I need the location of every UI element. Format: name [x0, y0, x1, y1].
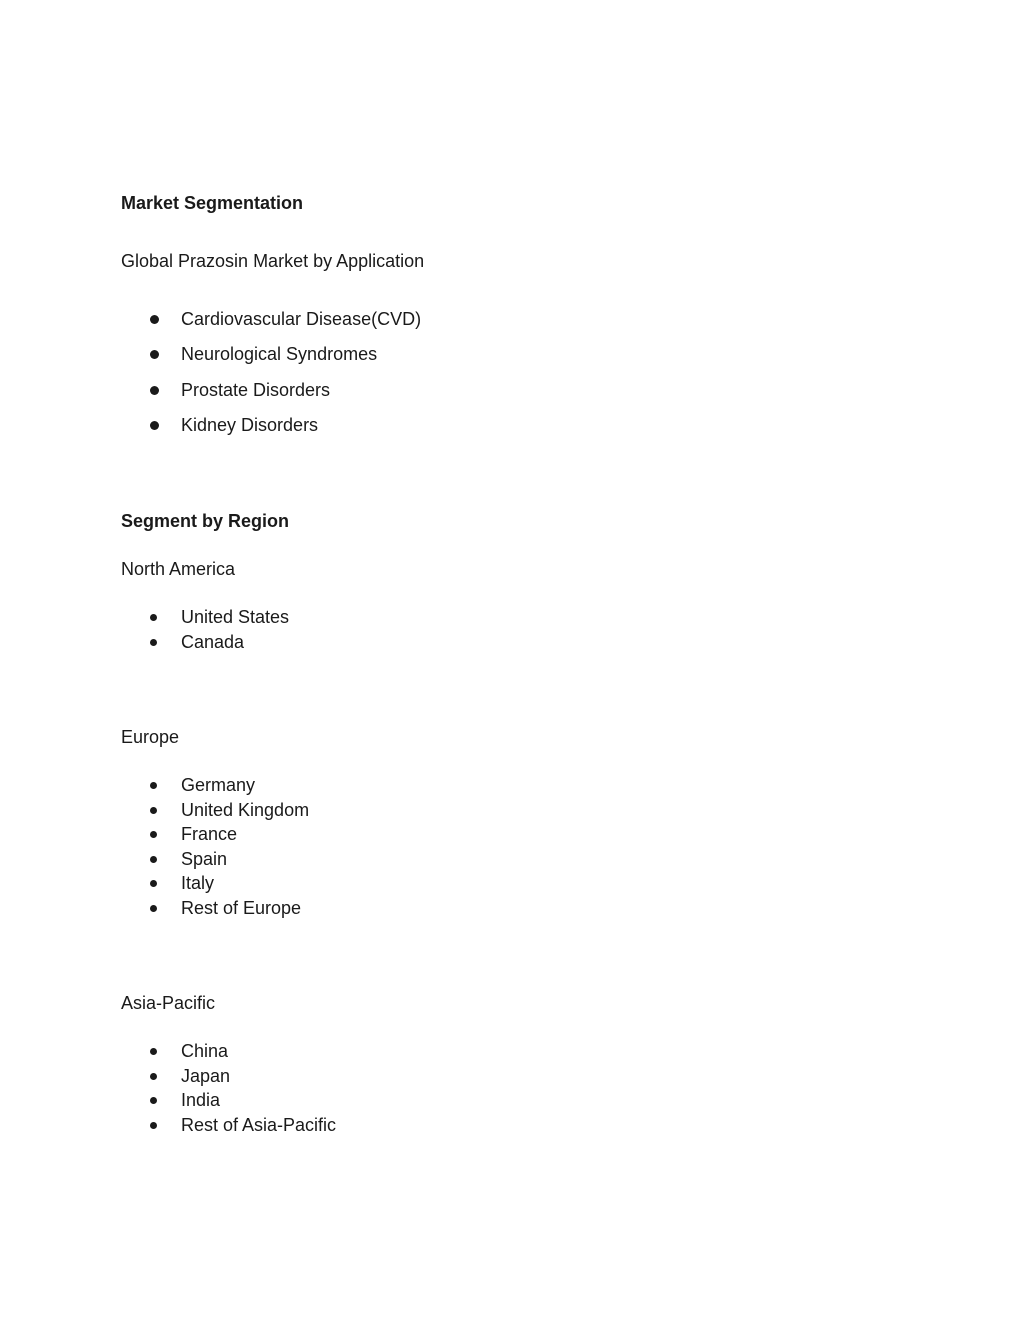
list-item: Kidney Disorders — [0, 414, 421, 449]
market-segmentation-heading: Market Segmentation — [121, 193, 304, 213]
bullet-icon — [150, 315, 159, 324]
list-item: Canada — [0, 631, 289, 656]
list-item: China — [0, 1040, 336, 1065]
list-item: Japan — [0, 1065, 336, 1090]
bullet-icon — [150, 1048, 157, 1055]
list-item: Neurological Syndromes — [0, 343, 421, 378]
bullet-icon — [150, 880, 157, 887]
list-item: Rest of Asia-Pacific — [0, 1114, 336, 1139]
bullet-icon — [150, 807, 157, 814]
bullet-icon — [150, 350, 159, 359]
north-america-list — [0, 606, 289, 655]
bullet-icon — [150, 1097, 157, 1104]
bullet-icon — [150, 905, 157, 912]
asia-pacific-title: Asia-Pacific — [121, 993, 216, 1013]
list-item: India — [0, 1089, 336, 1114]
europe-title: Europe — [121, 727, 180, 747]
application-list — [0, 308, 421, 449]
europe-list — [0, 774, 309, 922]
list-item: Spain — [0, 848, 309, 873]
bullet-icon — [150, 782, 157, 789]
list-item: United States — [0, 606, 289, 631]
segment-by-region-heading: Segment by Region — [121, 511, 290, 531]
list-item: Rest of Europe — [0, 897, 309, 922]
north-america-title: North America — [121, 559, 236, 579]
bullet-icon — [150, 1122, 157, 1129]
list-item: Italy — [0, 872, 309, 897]
list-item: United Kingdom — [0, 799, 309, 824]
bullet-icon — [150, 856, 157, 863]
bullet-icon — [150, 421, 159, 430]
list-item: Cardiovascular Disease(CVD) — [0, 308, 421, 343]
asia-pacific-list — [0, 1040, 336, 1138]
bullet-icon — [150, 639, 157, 646]
bullet-icon — [150, 831, 157, 838]
bullet-icon — [150, 614, 157, 621]
bullet-icon — [150, 1073, 157, 1080]
list-item: Prostate Disorders — [0, 379, 421, 414]
application-title: Global Prazosin Market by Application — [121, 251, 425, 271]
bullet-icon — [150, 386, 159, 395]
list-item: France — [0, 823, 309, 848]
list-item: Germany — [0, 774, 309, 799]
